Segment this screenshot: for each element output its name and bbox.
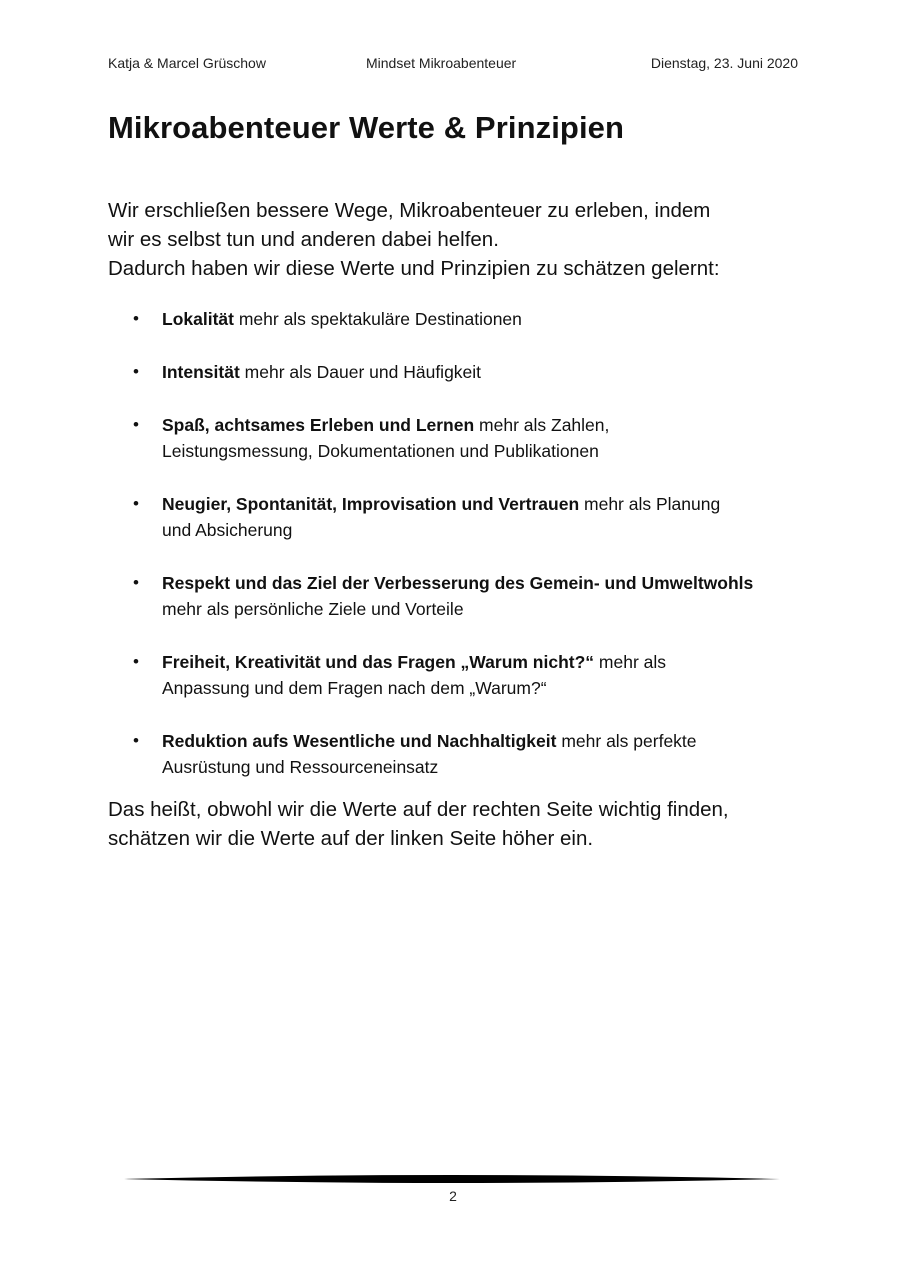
bullet-icon: • xyxy=(133,309,139,328)
value-emphasis: Freiheit, Kreativität und das Fragen „Warum nicht?“ xyxy=(162,652,595,672)
value-emphasis: Intensität xyxy=(162,362,240,382)
closing-line: schätzen wir die Werte auf der linken Seite höher ein. xyxy=(108,827,594,850)
list-item xyxy=(108,728,808,780)
page-title: Mikroabenteuer Werte & Prinzipien xyxy=(108,110,625,145)
list-item xyxy=(108,412,808,464)
closing-paragraph xyxy=(108,795,828,853)
bullet-icon: • xyxy=(133,573,139,592)
list-item-continuation: Ausrüstung und Ressourceneinsatz xyxy=(162,757,439,777)
value-emphasis: Spaß, achtsames Erleben und Lernen xyxy=(162,415,475,435)
list-item-line xyxy=(162,306,808,332)
value-comparison: mehr als spektakuläre Destinationen xyxy=(233,309,522,329)
closing-line: Das heißt, obwohl wir die Werte auf der rechten Seite wichtig finden, xyxy=(108,798,729,821)
list-item-continuation: mehr als persönliche Ziele und Vorteile xyxy=(162,599,464,619)
header-authors: Katja & Marcel Grüschow xyxy=(108,55,266,71)
list-item-line xyxy=(162,728,808,754)
value-emphasis: Lokalität xyxy=(162,309,234,329)
list-item-line xyxy=(162,570,808,596)
list-item xyxy=(108,359,808,385)
intro-line: Dadurch haben wir diese Werte und Prinzipien zu schätzen gelernt: xyxy=(108,257,720,280)
page-header xyxy=(108,55,798,75)
intro-paragraph xyxy=(108,196,808,283)
value-comparison: mehr als perfekte xyxy=(556,731,697,751)
footer-divider-shape xyxy=(124,1175,780,1183)
footer-divider xyxy=(124,1172,780,1186)
list-item-line xyxy=(162,359,808,385)
bullet-icon: • xyxy=(133,494,139,513)
value-emphasis: Respekt und das Ziel der Verbesserung des Gemein- und Umweltwohls xyxy=(162,573,754,593)
header-date: Dienstag, 23. Juni 2020 xyxy=(650,55,798,71)
value-emphasis: Reduktion aufs Wesentliche und Nachhaltigkeit xyxy=(162,731,557,751)
intro-line: Wir erschließen bessere Wege, Mikroabenteuer zu erleben, indem xyxy=(108,199,711,222)
bullet-icon: • xyxy=(133,731,139,750)
bullet-icon: • xyxy=(133,415,139,434)
list-item xyxy=(108,649,808,701)
list-item-line xyxy=(162,649,808,675)
bullet-icon: • xyxy=(133,362,139,381)
list-item-continuation: und Absicherung xyxy=(162,520,293,540)
header-document-title: Mindset Mikroabenteuer xyxy=(366,55,517,71)
intro-line: wir es selbst tun und anderen dabei helfen. xyxy=(108,228,499,251)
list-item-continuation: Anpassung und dem Fragen nach dem „Warum?“ xyxy=(162,678,547,698)
page-number: 2 xyxy=(449,1188,457,1204)
list-item-continuation: Leistungsmessung, Dokumentationen und Publikationen xyxy=(162,441,599,461)
list-item-line xyxy=(162,412,808,438)
value-comparison: mehr als Planung xyxy=(579,494,721,514)
list-item xyxy=(108,306,808,332)
bullet-icon: • xyxy=(133,652,139,671)
list-item xyxy=(108,491,808,543)
value-comparison: mehr als Dauer und Häufigkeit xyxy=(239,362,482,382)
value-comparison: mehr als Zahlen, xyxy=(474,415,610,435)
value-emphasis: Neugier, Spontanität, Improvisation und Vertrauen xyxy=(162,494,580,514)
list-item-line xyxy=(162,491,808,517)
list-item xyxy=(108,570,808,622)
value-comparison: mehr als xyxy=(594,652,667,672)
values-list xyxy=(108,306,808,807)
